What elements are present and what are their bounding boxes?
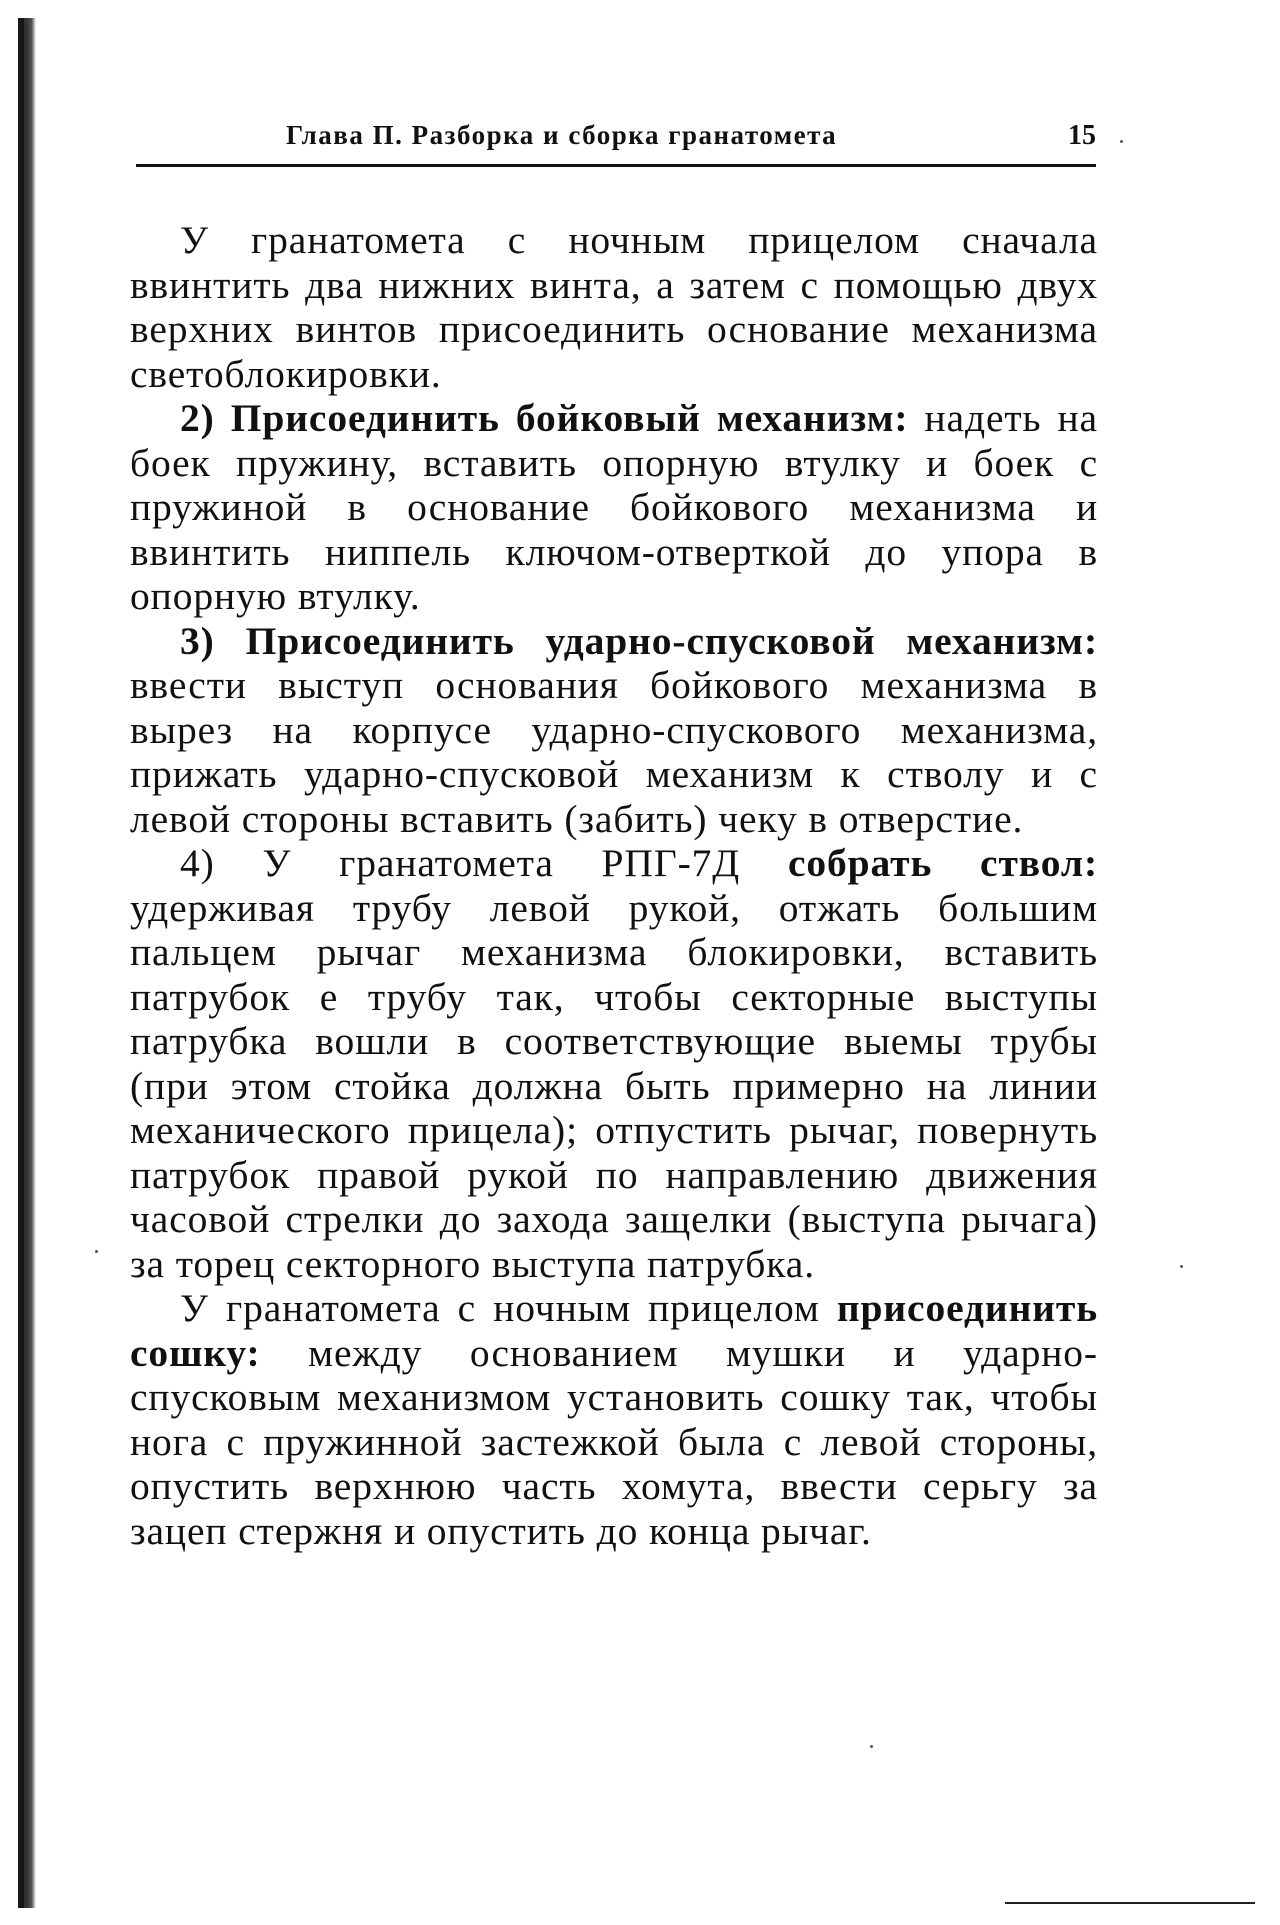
print-speck [95, 1250, 98, 1253]
header-rule [136, 164, 1096, 167]
paragraph-prefix: У гранатомета с ночным прицелом [180, 1286, 837, 1330]
step-heading: присоединить сошку: [130, 1286, 1098, 1375]
print-speck [1180, 1265, 1183, 1268]
page-edge-gradient [22, 18, 36, 1908]
paragraph-firing-mechanism [130, 396, 1098, 619]
bottom-rule [1005, 1902, 1255, 1904]
page-body [130, 218, 1098, 1553]
paragraph-attach-bipod [130, 1286, 1098, 1553]
paragraph-text: удерживая трубу левой рукой, отжать большим пальцем рычаг механизма блокировки, вставить патрубок е трубу так, чтобы секторные выступы патрубка вошли в соответствующие выемы трубы (при этом стойка должна быть примерно на линии механического прицела); отпустить рычаг, повернуть патрубок правой рукой по направлению движения часовой стрелки до захода защелки (выступа рычага) за торец секторного выступа патрубка. [130, 885, 1098, 1286]
step-heading: собрать ствол: [787, 841, 1098, 885]
page-header [136, 120, 1096, 160]
paragraph-prefix: 4) У гранатомета РПГ-7Д [180, 841, 788, 885]
page-number: 15 [1068, 120, 1096, 151]
paragraph-text: надеть на боек пружину, вставить опорную втулку и боек с пружиной в основание бойкового механизма и ввинтить ниппель ключом-отверткой до упора в опорную втулку. [130, 396, 1098, 618]
paragraph-night-sight-screws [130, 218, 1098, 396]
paragraph-trigger-mechanism [130, 619, 1098, 842]
step-heading: 3) Присоединить ударно-спусковой механизм: [180, 618, 1098, 663]
paragraph-assemble-barrel [130, 841, 1098, 1286]
paragraph-text: между основанием мушки и ударно-спусковым механизмом установить сошку так, чтобы нога с пружинной застежкой была с левой стороны, опустить верхнюю часть хомута, ввести серьгу за зацеп стержня и опустить до конца рычаг. [130, 1330, 1098, 1553]
step-heading: 2) Присоединить бойковый механизм: [180, 396, 909, 440]
paragraph-text: ввести выступ основания бойкового механизма в вырез на корпусе ударно-спускового механизма, прижать ударно-спусковой механизм к стволу и с левой стороны вставить (забить) чеку в отверстие. [130, 663, 1098, 841]
print-speck [1120, 140, 1123, 143]
running-title: Глава П. Разборка и сборка гранатомета [286, 120, 838, 150]
print-speck [870, 1745, 873, 1748]
paragraph-text: У гранатомета с ночным прицелом сначала ввинтить два нижних винта, а затем с помощью двух верхних винтов присоединить основание механизма светоблокировки. [130, 218, 1098, 396]
